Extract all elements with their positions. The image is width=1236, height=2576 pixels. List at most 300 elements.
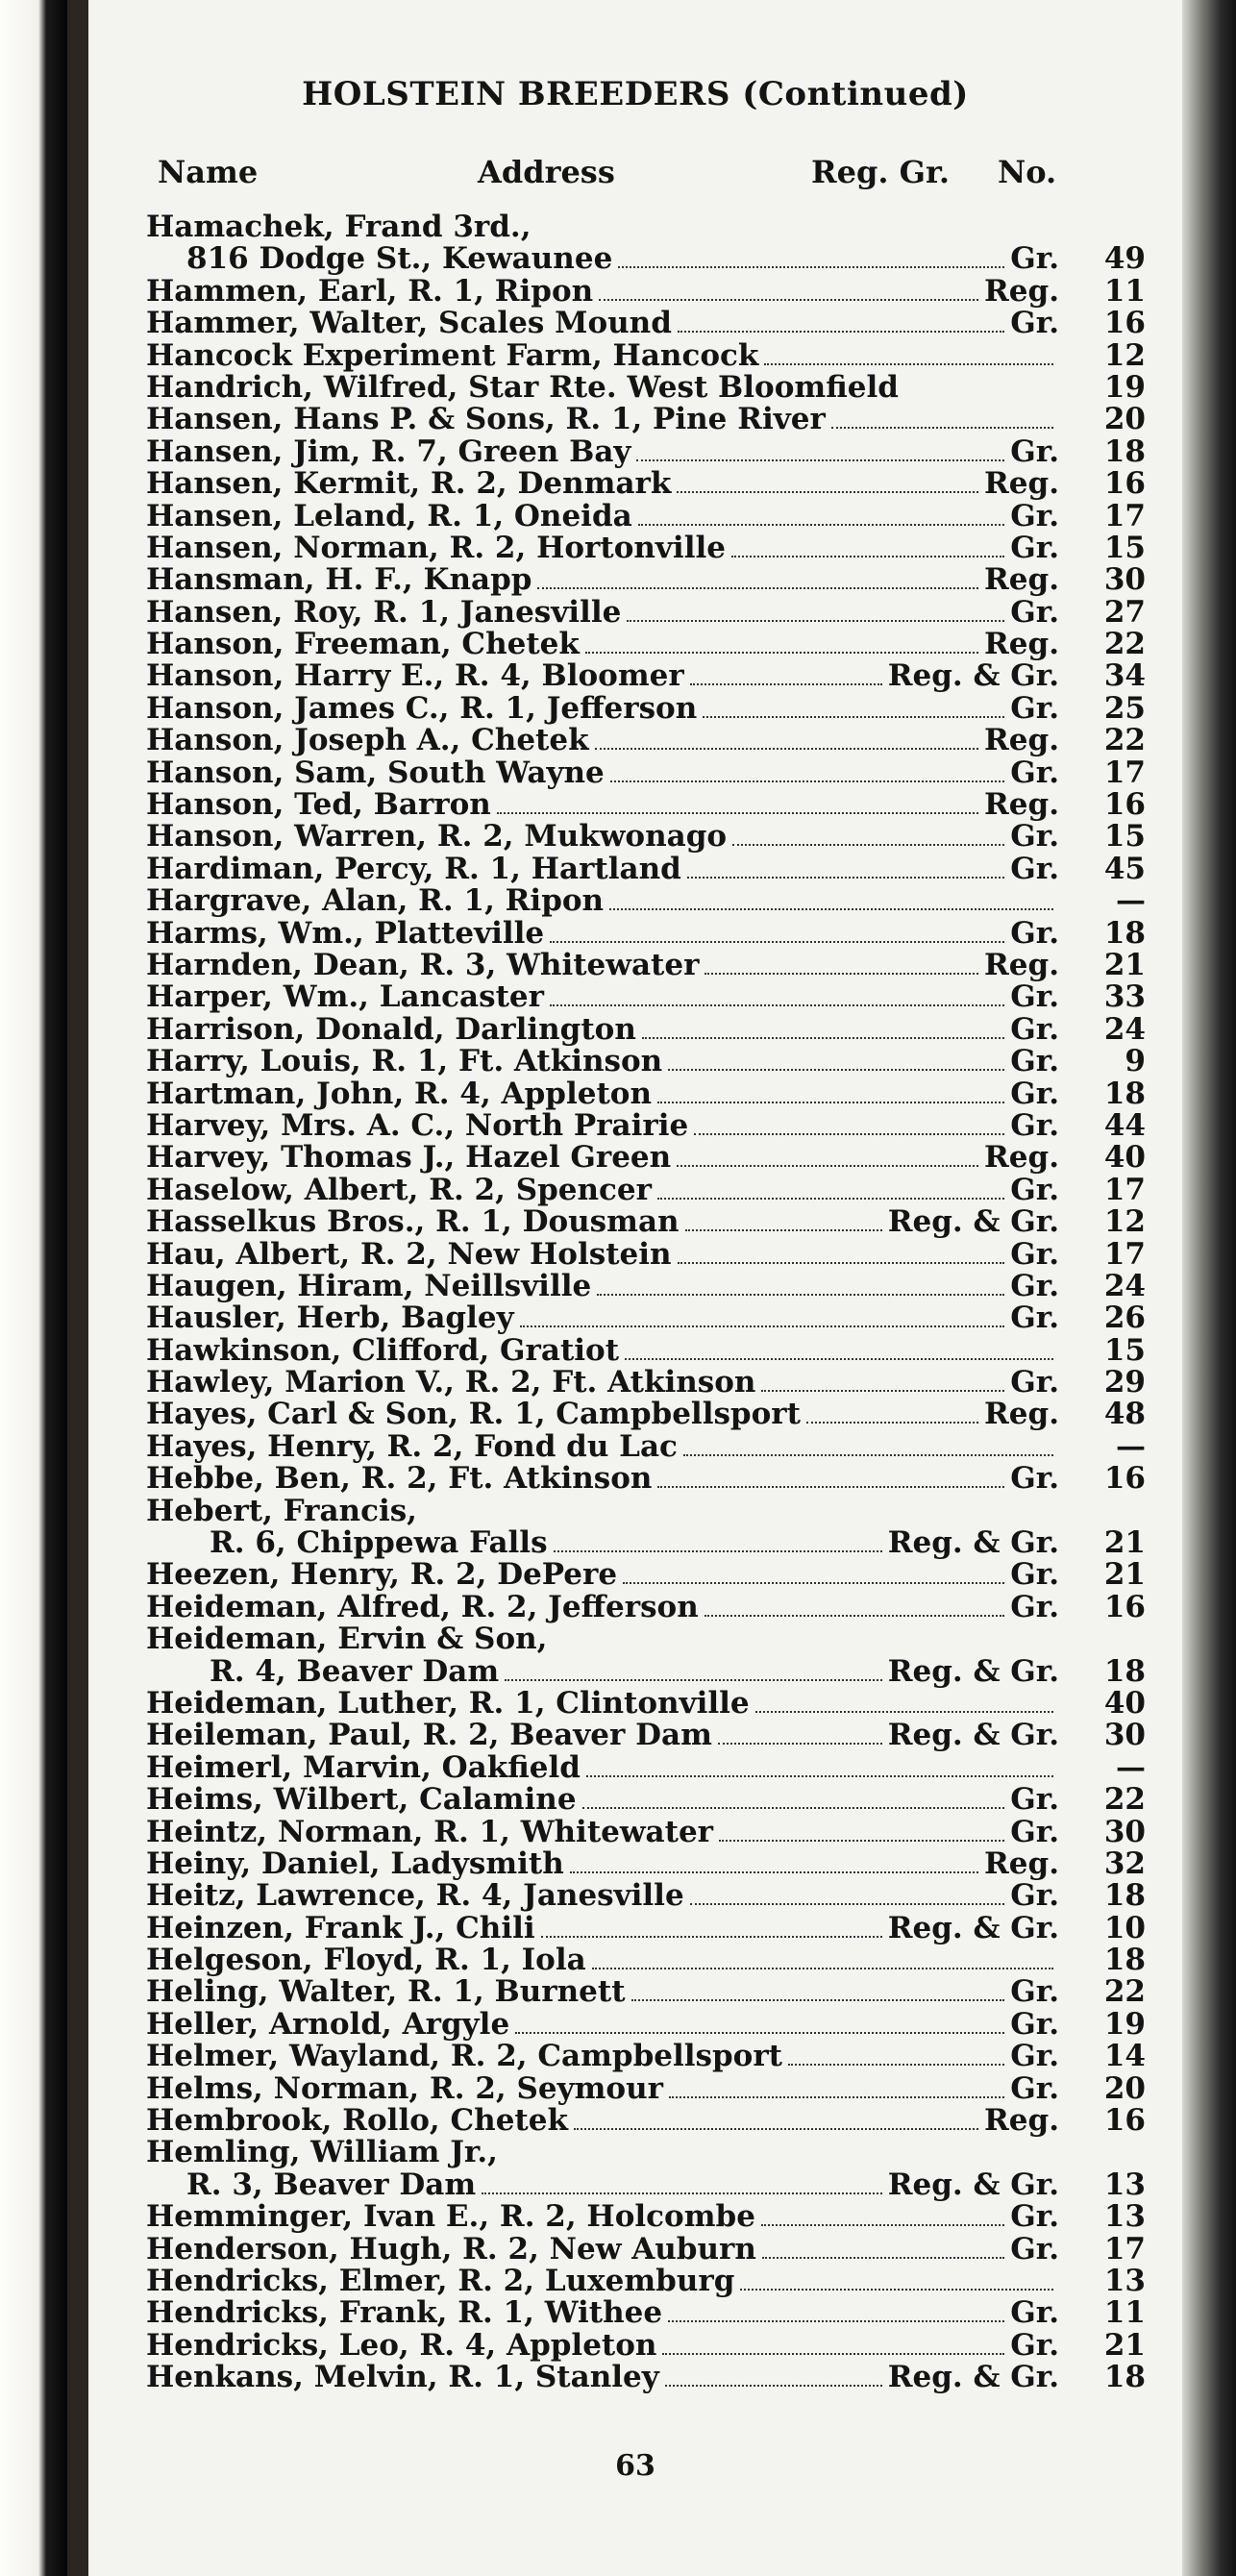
list-item — [146, 243, 1146, 275]
herd-count: 40 — [1103, 1685, 1146, 1721]
dot-leader — [668, 1048, 1004, 1071]
dot-leader — [718, 1721, 882, 1745]
list-item — [146, 1078, 1146, 1110]
entry-line — [146, 2006, 1059, 2042]
registration-type: Gr. — [1010, 1782, 1059, 1818]
herd-count: 16 — [1103, 1461, 1146, 1497]
breeder-name-address: Hargrave, Alan, R. 1, Ripon — [146, 883, 605, 919]
list-item — [146, 1720, 1146, 1751]
dot-leader — [595, 727, 978, 750]
breeder-name-address: Heiny, Daniel, Ladysmith — [146, 1845, 564, 1881]
dot-leader — [586, 1754, 1053, 1777]
entry-line — [146, 1142, 1059, 1174]
breeder-name-address: Hansman, H. F., Knapp — [146, 562, 532, 598]
list-item — [146, 2070, 1146, 2106]
entry-line — [186, 2169, 1059, 2201]
herd-count: 19 — [1103, 2006, 1146, 2042]
entry-line — [146, 2201, 1059, 2233]
breeder-name-address: Hayes, Henry, R. 2, Fond du Lac — [146, 1428, 678, 1464]
list-item — [146, 660, 1146, 692]
entry-line — [146, 789, 1059, 821]
breeder-name-address: Hanson, Warren, R. 2, Mukwonago — [146, 819, 728, 855]
breeder-name-address: Heller, Arnold, Argyle — [146, 2006, 510, 2042]
dot-leader — [554, 1529, 882, 1552]
breeder-name-address: Hayes, Carl & Son, R. 1, Campbellsport — [146, 1397, 801, 1432]
dot-leader — [690, 662, 882, 685]
dot-leader — [482, 2171, 882, 2194]
dot-leader — [574, 2107, 978, 2130]
breeder-name-address: R. 4, Beaver Dam — [210, 1653, 500, 1689]
herd-count: 12 — [1103, 1204, 1146, 1240]
list-item — [146, 2169, 1146, 2201]
registration-type: Gr. — [1010, 1557, 1059, 1593]
breeder-name-address: Hanson, Harry E., R. 4, Bloomer — [146, 658, 684, 694]
entry-line — [146, 1332, 1059, 1368]
entry-line — [146, 498, 1059, 533]
entry-line — [146, 337, 1059, 373]
dot-leader — [610, 759, 1004, 782]
list-item — [146, 629, 1146, 660]
registration-type: Gr. — [1010, 2295, 1059, 2331]
herd-count: 15 — [1103, 530, 1146, 565]
entry-line — [210, 1653, 1059, 1689]
entry-line — [146, 530, 1059, 565]
list-item — [146, 211, 1146, 243]
registration-type: Gr. — [1010, 1878, 1059, 1914]
entry-line — [146, 1944, 1059, 1976]
breeder-name-address: Hanson, Freeman, Chetek — [146, 627, 580, 662]
entry-line — [146, 1206, 1059, 1238]
breeder-name-address: Harvey, Mrs. A. C., North Prairie — [146, 1107, 689, 1143]
entry-line — [146, 564, 1059, 596]
list-item — [146, 789, 1146, 821]
dot-leader — [731, 534, 1004, 557]
breeder-name-address: Heims, Wilbert, Calamine — [146, 1782, 577, 1818]
herd-count: 21 — [1103, 947, 1146, 982]
breeder-name-address: Hawley, Marion V., R. 2, Ft. Atkinson — [146, 1365, 756, 1400]
registration-type: Gr. — [1010, 1365, 1059, 1400]
breeder-name-address: Haselow, Albert, R. 2, Spencer — [146, 1172, 652, 1207]
registration-type: Gr. — [1010, 433, 1059, 469]
herd-count: 30 — [1103, 1718, 1146, 1753]
registration-type: Gr. — [1010, 1461, 1059, 1497]
registration-type: Reg. — [984, 466, 1059, 502]
registration-type: Reg. & Gr. — [887, 658, 1059, 694]
herd-count: 29 — [1103, 1365, 1146, 1400]
dot-leader — [677, 1144, 978, 1167]
entry-line — [146, 2231, 1059, 2266]
list-item — [146, 1302, 1146, 1334]
breeder-name-address: Harrison, Donald, Darlington — [146, 1011, 636, 1047]
breeder-name-address: Hembrook, Rollo, Chetek — [146, 2103, 568, 2139]
registration-type: Reg. — [984, 562, 1059, 598]
herd-count: 48 — [1103, 1397, 1146, 1432]
list-item — [146, 915, 1146, 951]
list-item — [146, 369, 1146, 405]
herd-count: 27 — [1103, 594, 1146, 630]
herd-count: 16 — [1103, 1589, 1146, 1624]
dot-leader — [550, 920, 1004, 943]
entry-line — [146, 273, 1059, 309]
breeder-name-address: Helmer, Wayland, R. 2, Campbellsport — [146, 2039, 783, 2074]
entry-line — [146, 2297, 1059, 2329]
registration-type: Reg. & Gr. — [887, 1204, 1059, 1240]
dot-leader — [541, 1915, 882, 1938]
list-item — [146, 1814, 1146, 1849]
entry-line — [146, 433, 1059, 469]
entry-line — [146, 1589, 1059, 1624]
dot-leader — [703, 695, 1004, 718]
list-item — [146, 1107, 1146, 1143]
list-item — [146, 2006, 1146, 2042]
entry-line — [146, 1749, 1059, 1785]
list-item — [146, 1011, 1146, 1047]
registration-type: Gr. — [1010, 1236, 1059, 1272]
entry-line — [146, 369, 1059, 405]
registration-type: Gr. — [1010, 1107, 1059, 1143]
registration-type: Gr. — [1010, 2039, 1059, 2074]
list-item — [146, 1206, 1146, 1238]
breeder-name-address: Harms, Wm., Platteville — [146, 915, 545, 951]
entry-line — [146, 1236, 1059, 1272]
registration-type: Reg. & Gr. — [887, 2167, 1059, 2202]
breeder-name-address: Harry, Louis, R. 1, Ft. Atkinson — [146, 1044, 663, 1079]
page-heading: HOLSTEIN BREEDERS (Continued) — [302, 75, 969, 113]
dot-leader — [690, 1882, 1005, 1905]
breeder-name-address: Hammen, Earl, R. 1, Ripon — [146, 273, 594, 309]
entry-line — [146, 1302, 1059, 1334]
registration-type: Reg. — [984, 787, 1059, 823]
breeder-name-address: Hansen, Jim, R. 7, Green Bay — [146, 433, 631, 469]
herd-count: 15 — [1103, 1332, 1146, 1368]
entry-line — [146, 947, 1059, 982]
dot-leader — [657, 1177, 1004, 1200]
breeder-name-address: Heideman, Luther, R. 1, Clintonville — [146, 1685, 750, 1721]
list-item — [146, 468, 1146, 500]
breeder-name-address: Harvey, Thomas J., Hazel Green — [146, 1140, 672, 1176]
entry-line — [146, 1078, 1059, 1110]
registration-type: Gr. — [1010, 1044, 1059, 1079]
breeder-name-address: Heling, Walter, R. 1, Burnett — [146, 1974, 626, 2010]
breeder-name-address: Hawkinson, Clifford, Gratiot — [146, 1332, 620, 1368]
breeder-name-address: Helms, Norman, R. 2, Seymour — [146, 2070, 663, 2106]
list-item — [146, 725, 1146, 756]
dot-leader — [705, 952, 978, 975]
dot-leader — [669, 2075, 1004, 2098]
registration-type: Gr. — [1010, 1076, 1059, 1111]
entry-line — [146, 2362, 1059, 2393]
herd-count: 22 — [1103, 723, 1146, 758]
herd-count: 26 — [1103, 1300, 1146, 1336]
dot-leader — [625, 1337, 1053, 1360]
entry-line — [146, 2137, 1059, 2168]
book-spine — [1182, 0, 1236, 2576]
entry-line — [146, 1172, 1059, 1207]
registration-type: Reg. — [984, 1845, 1059, 1881]
breeder-list — [146, 211, 1146, 2394]
breeder-name-address: Hanson, Sam, South Wayne — [146, 755, 605, 790]
entry-line — [146, 468, 1059, 500]
list-item — [146, 1685, 1146, 1721]
breeder-name-address: Hansen, Kermit, R. 2, Denmark — [146, 466, 672, 502]
herd-count: 17 — [1103, 1172, 1146, 1207]
herd-count: 18 — [1103, 915, 1146, 951]
entry-line — [146, 660, 1059, 692]
list-item — [146, 2231, 1146, 2266]
entry-line — [146, 1463, 1059, 1495]
breeder-name-address: Hartman, John, R. 4, Appleton — [146, 1076, 652, 1111]
dot-leader — [597, 1273, 1004, 1296]
list-item — [146, 2105, 1146, 2137]
entry-line — [146, 915, 1059, 951]
entry-line — [146, 2070, 1059, 2106]
herd-count: 11 — [1103, 273, 1146, 309]
herd-count: 20 — [1103, 402, 1146, 437]
herd-count: 17 — [1103, 498, 1146, 533]
list-item — [146, 1367, 1146, 1399]
entry-line — [146, 981, 1059, 1013]
breeder-name-address: Harper, Wm., Lancaster — [146, 979, 544, 1015]
breeder-name-address: Henkans, Melvin, R. 1, Stanley — [146, 2360, 659, 2395]
herd-count: — — [1116, 883, 1146, 919]
herd-count: 16 — [1103, 2103, 1146, 2139]
dot-leader — [732, 823, 1004, 846]
breeder-name-address: Helgeson, Floyd, R. 1, Iola — [146, 1943, 586, 1978]
entry-line — [146, 1011, 1059, 1047]
registration-type: Gr. — [1010, 2070, 1059, 2106]
dot-leader — [582, 1786, 1005, 1809]
herd-count: 18 — [1103, 1653, 1146, 1689]
herd-count: 21 — [1103, 2327, 1146, 2363]
entry-line — [146, 1784, 1059, 1816]
binding-left — [0, 0, 67, 2576]
list-item — [146, 2201, 1146, 2233]
dot-leader — [683, 1433, 1053, 1456]
list-item — [146, 1784, 1146, 1816]
registration-type: Gr. — [1010, 1974, 1059, 2010]
dot-leader — [678, 310, 1004, 333]
herd-count: 16 — [1103, 787, 1146, 823]
list-item — [146, 2327, 1146, 2363]
herd-count: 13 — [1103, 2199, 1146, 2235]
herd-count: 11 — [1103, 2295, 1146, 2331]
list-item — [146, 594, 1146, 630]
breeder-name-address: Hanson, Ted, Barron — [146, 787, 491, 823]
entry-line — [146, 1559, 1059, 1591]
breeder-name-address: Handrich, Wilfred, Star Rte. West Bloomfield — [146, 369, 899, 405]
registration-type: Reg. — [984, 1140, 1059, 1176]
breeder-name-address: Hansen, Norman, R. 2, Hortonville — [146, 530, 726, 565]
breeder-name-address: Hendricks, Frank, R. 1, Withee — [146, 2295, 663, 2331]
herd-count: 30 — [1103, 562, 1146, 598]
list-item — [146, 2266, 1146, 2297]
herd-count: 12 — [1103, 337, 1146, 373]
dot-leader — [537, 566, 978, 589]
registration-type: Gr. — [1010, 819, 1059, 855]
list-item — [146, 2362, 1146, 2393]
herd-count: 19 — [1103, 369, 1146, 405]
list-item — [146, 1493, 1146, 1528]
registration-type: Gr. — [1010, 755, 1059, 790]
herd-count: 24 — [1103, 1268, 1146, 1303]
list-item — [146, 1749, 1146, 1785]
herd-count: 17 — [1103, 2231, 1146, 2266]
herd-count: 16 — [1103, 466, 1146, 502]
entry-line — [146, 1046, 1059, 1077]
dot-leader — [618, 245, 1004, 268]
registration-type: Reg. & Gr. — [887, 1653, 1059, 1689]
entry-line — [146, 1399, 1059, 1430]
registration-type: Gr. — [1010, 915, 1059, 951]
herd-count: 33 — [1103, 979, 1146, 1015]
entry-line — [146, 1910, 1059, 1945]
list-item — [146, 851, 1146, 886]
breeder-name-address: Heideman, Ervin & Son, — [146, 1622, 548, 1657]
registration-type: Reg. — [984, 2103, 1059, 2139]
herd-count: 18 — [1103, 1943, 1146, 1978]
column-header-no: No. — [998, 154, 1057, 190]
herd-count: 25 — [1103, 690, 1146, 726]
list-item — [146, 1236, 1146, 1272]
dot-leader — [636, 438, 1004, 461]
herd-count: 18 — [1103, 1878, 1146, 1914]
herd-count: 24 — [1103, 1011, 1146, 1047]
list-item — [146, 1653, 1146, 1689]
breeder-name-address: Hardiman, Percy, R. 1, Hartland — [146, 851, 681, 886]
herd-count: 13 — [1103, 2167, 1146, 2202]
herd-count: — — [1116, 1428, 1146, 1464]
dot-leader — [762, 2236, 1004, 2259]
dot-leader — [515, 2011, 1004, 2034]
dot-leader — [642, 1016, 1004, 1039]
dot-leader — [627, 599, 1004, 622]
dot-leader — [687, 855, 1004, 879]
registration-type: Reg. — [984, 1397, 1059, 1432]
list-item — [146, 885, 1146, 917]
entry-line — [146, 594, 1059, 630]
breeder-name-address: Hasselkus Bros., R. 1, Dousman — [146, 1204, 680, 1240]
herd-count: 21 — [1103, 1525, 1146, 1561]
list-item — [146, 1976, 1146, 2008]
breeder-name-address: Hebert, Francis, — [146, 1493, 417, 1528]
breeder-name-address: Henderson, Hugh, R. 2, New Auburn — [146, 2231, 756, 2266]
registration-type: Gr. — [1010, 530, 1059, 565]
herd-count: 17 — [1103, 755, 1146, 790]
breeder-name-address: Haugen, Hiram, Neillsville — [146, 1268, 592, 1303]
registration-type: Gr. — [1010, 851, 1059, 886]
entry-line — [146, 1976, 1059, 2008]
registration-type: Reg. — [984, 273, 1059, 309]
registration-type: Reg. — [984, 723, 1059, 758]
herd-count: 16 — [1103, 306, 1146, 341]
list-item — [146, 1944, 1146, 1976]
entry-line — [146, 2266, 1059, 2297]
entry-line — [146, 1428, 1059, 1464]
herd-count: 17 — [1103, 1236, 1146, 1272]
list-item — [146, 1428, 1146, 1464]
list-item — [146, 1527, 1146, 1559]
dot-leader — [764, 342, 1053, 365]
herd-count: 21 — [1103, 1557, 1146, 1593]
entry-line — [146, 1107, 1059, 1143]
entry-line — [146, 404, 1059, 435]
list-item — [146, 1910, 1146, 1945]
dot-leader — [806, 1400, 978, 1424]
breeder-name-address: Heitz, Lawrence, R. 4, Janesville — [146, 1878, 684, 1914]
breeder-name-address: Hanson, James C., R. 1, Jefferson — [146, 690, 698, 726]
list-item — [146, 1623, 1146, 1655]
list-item — [146, 690, 1146, 726]
registration-type: Gr. — [1010, 241, 1059, 277]
herd-count: 49 — [1103, 241, 1146, 277]
dot-leader — [599, 278, 978, 301]
list-item — [146, 564, 1146, 596]
entry-line — [146, 2041, 1059, 2072]
list-item — [146, 1268, 1146, 1303]
registration-type: Reg. & Gr. — [887, 2360, 1059, 2395]
registration-type: Gr. — [1010, 498, 1059, 533]
dot-leader — [740, 2267, 1053, 2291]
list-item — [146, 404, 1146, 435]
breeder-name-address: Hammer, Walter, Scales Mound — [146, 306, 672, 341]
registration-type: Gr. — [1010, 2327, 1059, 2363]
registration-type: Gr. — [1010, 690, 1059, 726]
entry-line — [146, 211, 1059, 243]
breeder-name-address: Heinzen, Frank J., Chili — [146, 1910, 535, 1945]
registration-type: Reg. & Gr. — [887, 1718, 1059, 1753]
entry-line — [146, 2327, 1059, 2363]
dot-leader — [592, 1946, 1053, 1969]
breeder-name-address: R. 3, Beaver Dam — [186, 2167, 477, 2202]
entry-line — [186, 243, 1059, 275]
list-item — [146, 1845, 1146, 1881]
entry-line — [146, 629, 1059, 660]
dot-leader — [705, 1594, 1004, 1617]
dot-leader — [631, 1978, 1005, 2001]
breeder-name-address: Hausler, Herb, Bagley — [146, 1300, 514, 1336]
herd-count: 9 — [1125, 1044, 1146, 1079]
list-item — [146, 1142, 1146, 1174]
dot-leader — [685, 1208, 882, 1231]
dot-leader — [788, 2043, 1004, 2066]
entry-line — [146, 1685, 1059, 1721]
breeder-name-address: Hau, Albert, R. 2, New Holstein — [146, 1236, 672, 1272]
column-header-address: Address — [478, 154, 615, 190]
entry-line — [146, 690, 1059, 726]
dot-leader — [657, 1465, 1004, 1488]
list-item — [146, 821, 1146, 853]
registration-type: Gr. — [1010, 1814, 1059, 1849]
registration-type: Reg. & Gr. — [887, 1910, 1059, 1945]
breeder-name-address: Hansen, Hans P. & Sons, R. 1, Pine River — [146, 402, 826, 437]
dot-leader — [677, 470, 978, 493]
page-number: 63 — [615, 2449, 655, 2483]
breeder-name-address: Hanson, Joseph A., Chetek — [146, 723, 589, 758]
entry-line — [146, 757, 1059, 789]
dot-leader — [761, 1369, 1004, 1392]
list-item — [146, 337, 1146, 373]
registration-type: Gr. — [1010, 2006, 1059, 2042]
entry-line — [146, 308, 1059, 339]
breeder-name-address: R. 6, Chippewa Falls — [210, 1525, 548, 1561]
list-item — [146, 2297, 1146, 2329]
dot-leader — [831, 406, 1053, 429]
breeder-name-address: Hansen, Roy, R. 1, Janesville — [146, 594, 622, 630]
breeder-name-address: Harnden, Dean, R. 3, Whitewater — [146, 947, 700, 982]
list-item — [146, 981, 1146, 1013]
entry-line — [146, 725, 1059, 756]
registration-type: Reg. — [984, 947, 1059, 982]
